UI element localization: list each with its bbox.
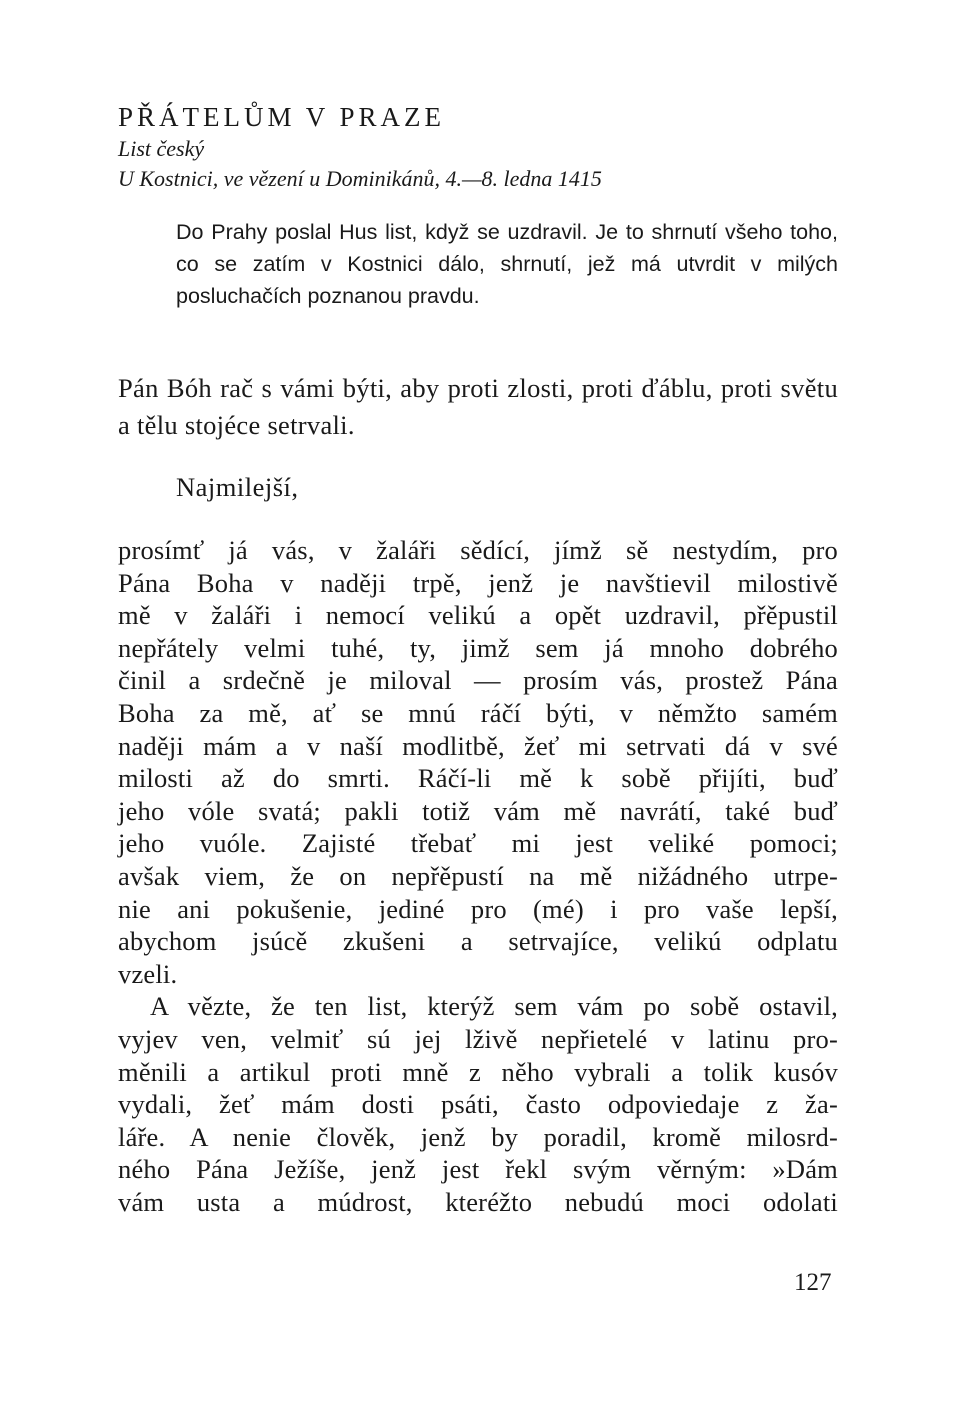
body-line: vzeli.: [118, 958, 178, 989]
page-number: 127: [794, 1269, 832, 1296]
body-line: měnili a artikul proti mně z něho vybrali a tolik kusóv: [118, 1056, 838, 1087]
body-line: nepřátely velmi tuhé, ty, jimž sem já mnoho dobrého: [118, 632, 838, 663]
letter-place-date: U Kostnici, ve vězení u Dominikánů, 4.—8. ledna 1415: [118, 166, 602, 191]
body-line: milosti až do smrti. Ráčí-li mě k sobě přijíti, buď: [118, 763, 838, 794]
body-line: vyjev ven, velmiť sú jej lživě nepřietelé v latinu pro-: [118, 1023, 838, 1054]
body-line: jeho vóle svatá; pakli totiž vám mě navrátí, také buď: [118, 795, 838, 826]
salutation: Najmilejší,: [176, 472, 299, 502]
document-page: [118, 100, 838, 1218]
body-line: jeho vuóle. Zajisté třebať mi jest veliké pomoci;: [118, 828, 838, 859]
body-line: mě v žaláři i nemocí velikú a opět uzdravil, přěpustil: [118, 600, 838, 631]
body-line: naději mám a v naší modlitbě, žeť mi setrvati dá v své: [118, 730, 838, 761]
body-line: abychom jsúcě zkušeni a setrvajíce, velikú odplatu: [118, 926, 838, 957]
body-line: avšak viem, že on nepřěpustí na mě nižádného utrpe-: [118, 860, 838, 891]
body-line: nie ani pokušenie, jediné pro (mé) i pro vaše lepší,: [118, 893, 838, 924]
body-line: prosímť já vás, v žaláři sědící, jímž sě nestydím, pro: [118, 535, 838, 565]
body-line: ného Pána Ježíše, jenž jest řekl svým věrným: »Dám: [118, 1154, 838, 1185]
letter-title: PŘÁTELŮM V PRAZE: [118, 102, 446, 132]
greeting-paragraph: Pán Bóh rač s vámi býti, aby proti zlosti, proti ďáblu, proti světu a tělu stojéce setrvali.: [118, 373, 838, 440]
body-line: vám usta a múdrost, kteréžto nebudú moci odolati: [118, 1186, 838, 1217]
body-line: Pána Boha v naději trpě, jenž je navštievil milostivě: [118, 567, 838, 598]
editorial-intro: Do Prahy poslal Hus list, když se uzdravil. Je to shrnutí všeho toho, co se zatím v Kostnici dálo, shrnutí, jež má utvrdit v milých posluchačích poznanou pravdu.: [176, 220, 838, 308]
body-line: láře. A nenie člověk, jenž by poradil, kromě milosrd-: [118, 1121, 838, 1152]
letter-body: [118, 534, 838, 1218]
body-line: činil a srdečně je miloval — prosím vás, prostež Pána: [118, 665, 838, 696]
body-line: Boha za mě, ať se mnú ráčí býti, v němžto samém: [118, 697, 838, 728]
letter-type: List český: [118, 136, 205, 161]
body-line: vydali, žeť mám dosti psáti, často odpoviedaje z ža-: [118, 1089, 838, 1120]
body-line: A vězte, že ten list, kterýž sem vám po sobě ostavil,: [150, 991, 838, 1022]
